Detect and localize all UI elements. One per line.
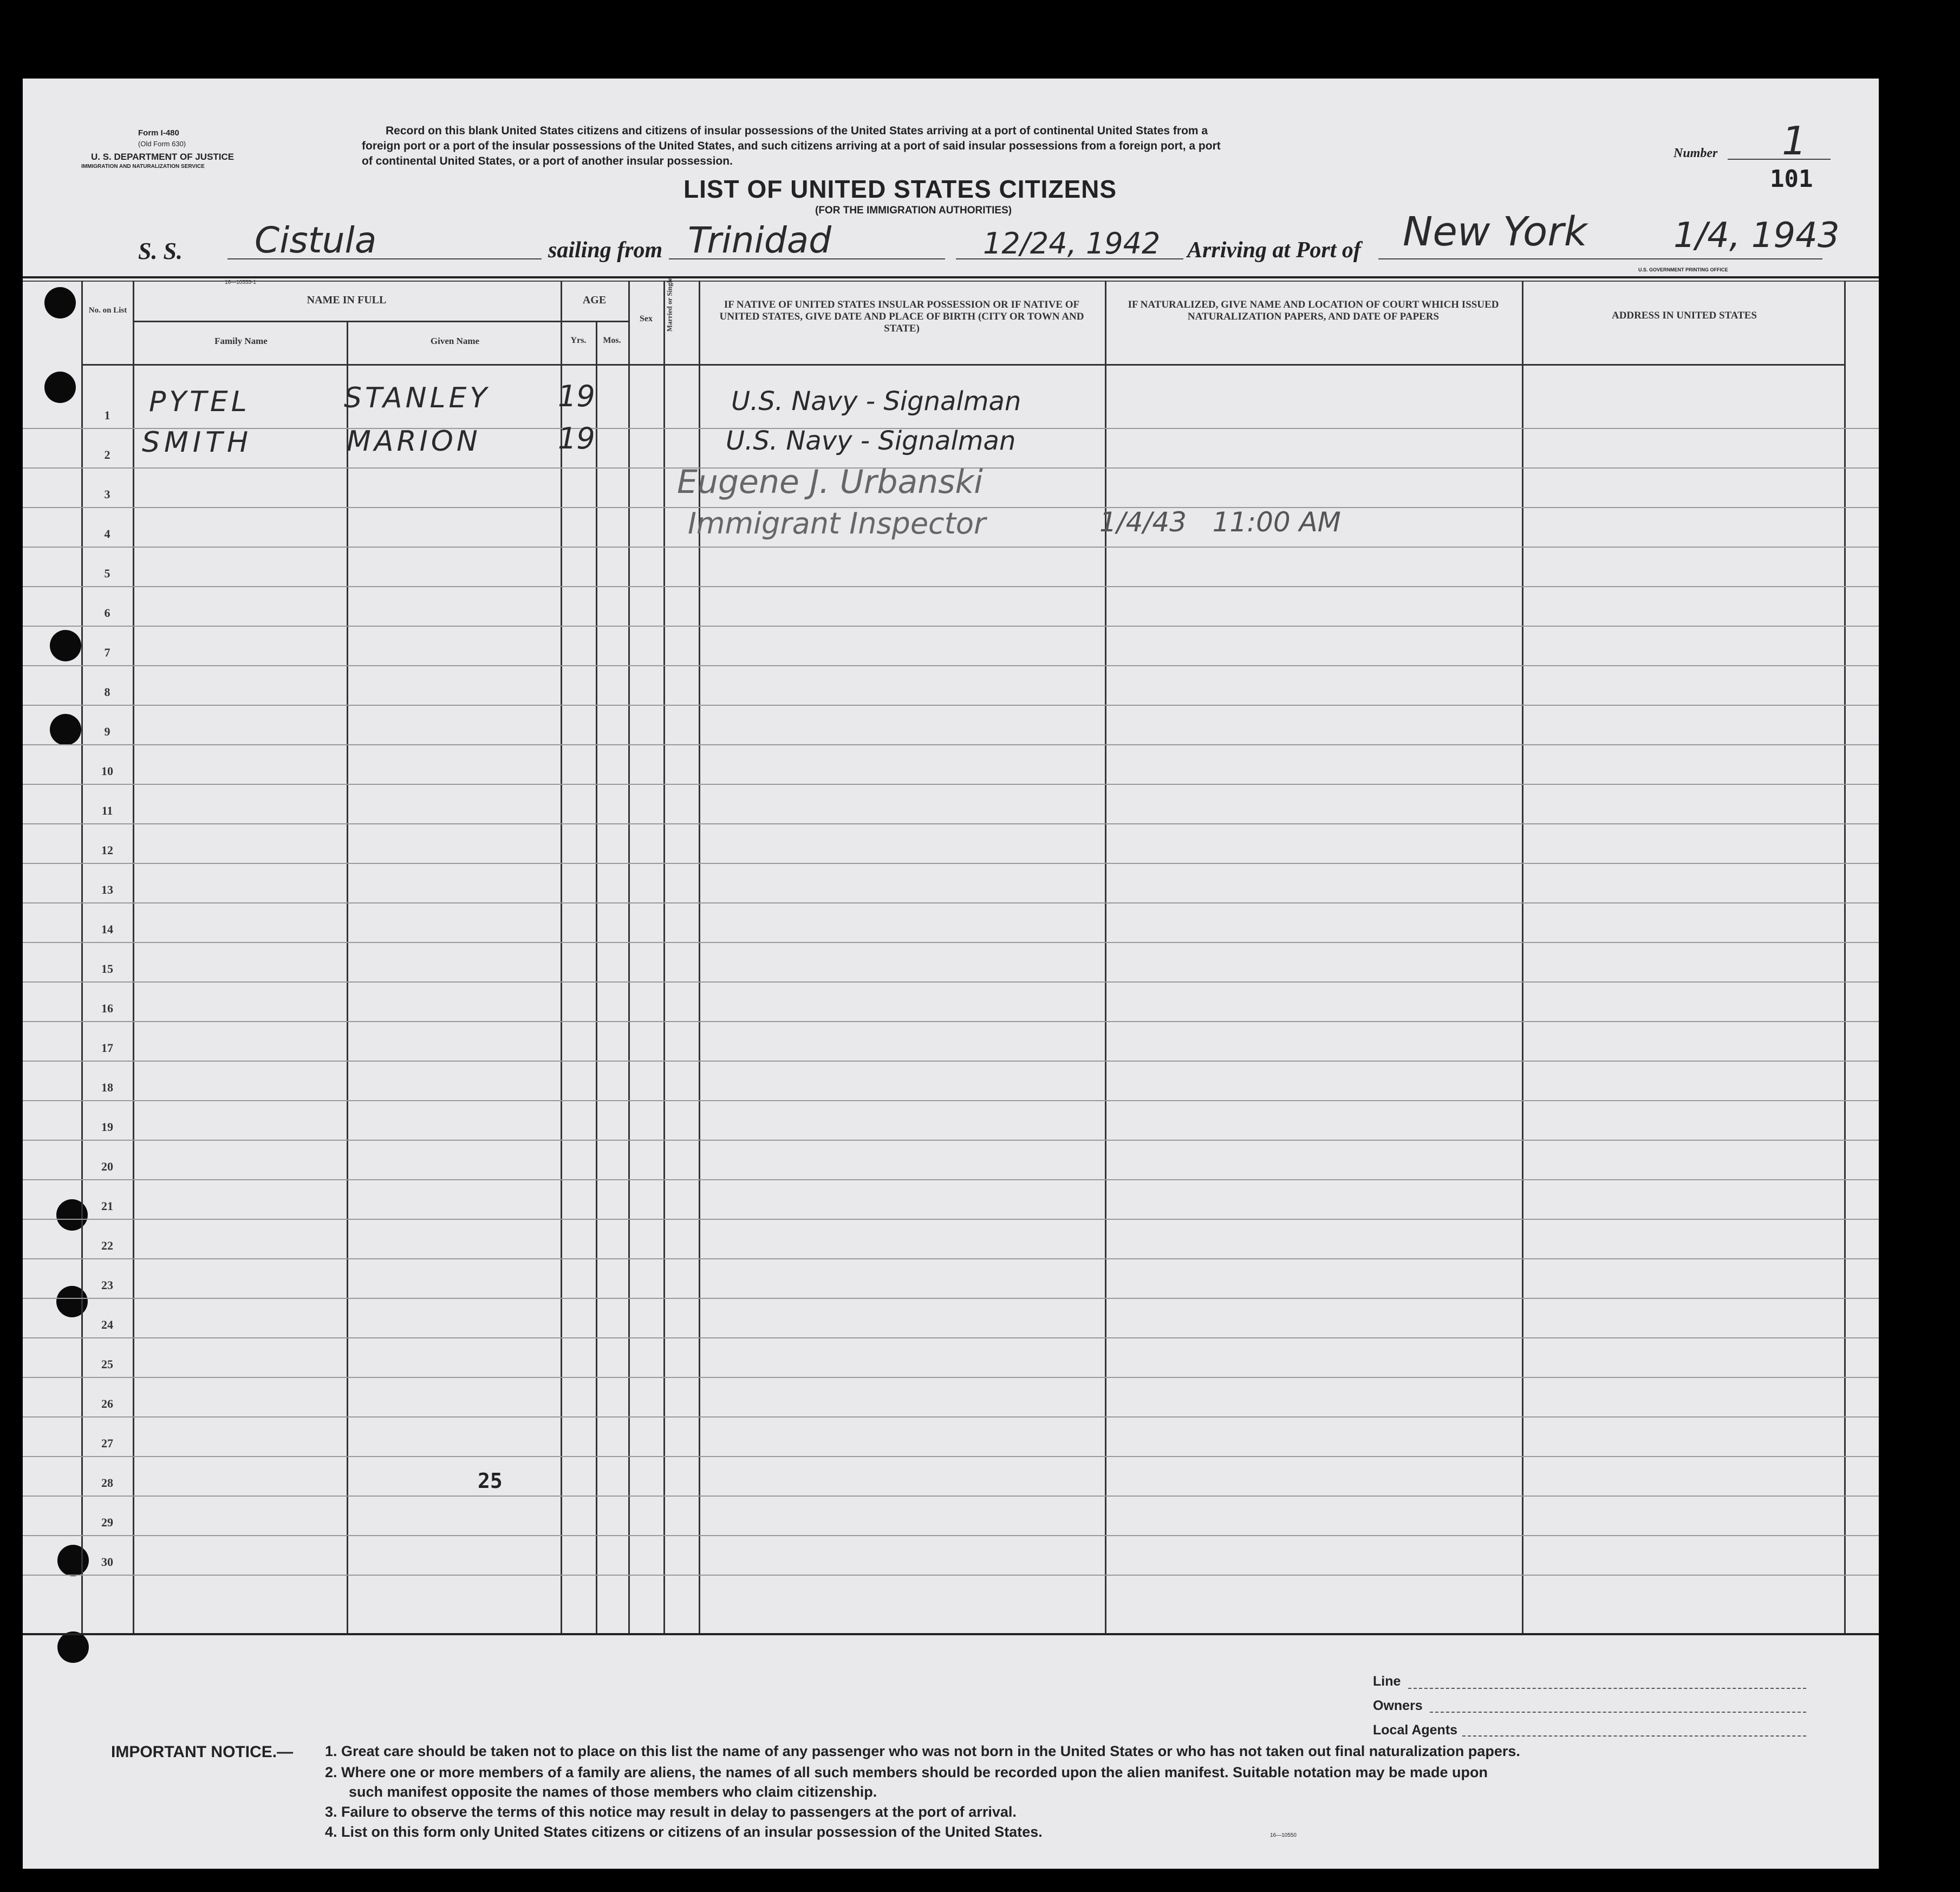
row-number: 4 [104,527,110,541]
instructions-line-3: of continental United States, or a port of another insular possession. [362,155,733,167]
print-code-top: 16—10555-1 [225,279,256,285]
date-to: 1/4, 1943 [1674,216,1840,256]
row-rule [23,1575,1879,1576]
col-address: ADDRESS IN UNITED STATES [1611,310,1757,321]
punch-hole [44,372,76,403]
age-subheader-rule [561,321,628,322]
ship-underline [227,258,542,259]
row-number: 24 [101,1318,113,1331]
row-rule [23,863,1879,864]
row-number: 2 [104,448,110,461]
col-yrs: Yrs. [570,336,587,345]
port-from: Trinidad [688,219,832,261]
row-rule [23,705,1879,706]
punch-hole [56,1286,88,1317]
department-name: U. S. DEPARTMENT OF JUSTICE [91,152,235,162]
row-rule [23,981,1879,983]
row-rule [23,1100,1879,1101]
row-rule [23,1456,1879,1457]
row-rule [23,586,1879,587]
col-rule [347,321,348,1633]
row-rule [23,1337,1879,1338]
ship-name: Cistula [255,219,377,261]
row-number: 5 [104,567,110,580]
punch-hole [57,1545,89,1576]
date-from-underline [956,258,1183,259]
inspector-title: Immigrant Inspector [688,506,986,541]
notice-item-3: 3. Failure to observe the terms of this notice may result in delay to passengers at the port of arrival. [325,1804,1017,1820]
page-subtitle: (FOR THE IMMIGRATION AUTHORITIES) [815,205,1012,216]
row-rule [23,942,1879,943]
col-rule [1522,281,1523,1633]
entry-1-family: PYTEL [149,386,250,418]
row-rule [23,1021,1879,1022]
entry-2-given: MARION [347,425,481,458]
col-mos: Mos. [603,336,621,345]
row-rule [23,744,1879,745]
port-to: New York [1403,209,1587,255]
page-title: LIST OF UNITED STATES CITIZENS [683,175,1117,203]
row-rule [23,665,1879,666]
form-number: Form I-480 [138,128,179,138]
row-number: 6 [104,606,110,620]
col-family-name: Family Name [214,336,268,346]
service-name: IMMIGRATION AND NATURALIZATION SERVICE [81,164,205,170]
row-number: 11 [101,804,113,817]
number-value: 1 [1782,118,1807,164]
punch-hole [57,1631,89,1663]
line-field-rule [1408,1688,1806,1689]
row-rule [23,784,1879,785]
row-rule [23,1535,1879,1536]
notice-item-2a: 2. Where one or more members of a family are aliens, the names of all such members should be recorded upon the alien manifest. Suitable notation may be made upon [325,1764,1488,1780]
owners-field-rule [1430,1712,1806,1713]
col-sex: Sex [640,314,653,323]
row-rule [23,1140,1879,1141]
notice-item-2b: such manifest opposite the names of those members who claim citizenship. [349,1784,877,1800]
col-rule [663,281,665,1633]
col-rule [628,281,630,1633]
row-rule [23,1377,1879,1378]
agents-field-label: Local Agents [1373,1722,1458,1738]
col-given-name: Given Name [430,336,480,346]
punch-hole [50,714,81,745]
header-bottom-border [81,364,1844,366]
col-age: AGE [582,294,607,306]
table-top-border [23,276,1879,278]
stamp-number: 101 [1770,165,1813,193]
row-number: 18 [101,1081,113,1094]
entry-2-age: 19 [558,421,595,456]
port-from-underline [669,258,945,259]
row-number: 9 [104,725,110,738]
row-number: 30 [101,1555,113,1569]
punch-hole [50,630,81,661]
row-number: 8 [104,685,110,699]
row-number: 14 [101,922,113,936]
col-no-on-list: No. on List [88,306,127,315]
row-rule [23,1298,1879,1299]
col-native: IF NATIVE OF UNITED STATES INSULAR POSSESSION OR IF NATIVE OF UNITED STATES, GIVE DATE AND PLACE OF BIRTH (CITY OR TOWN AND STATE) [719,299,1084,334]
entry-2-native: U.S. Navy - Signalman [726,426,1016,456]
agents-field-rule [1462,1735,1806,1737]
number-underline [1728,159,1831,160]
row-rule [23,823,1879,824]
row-number: 25 [101,1357,113,1371]
row-rule [23,1061,1879,1062]
row-number: 27 [101,1436,113,1450]
row-rule [23,1496,1879,1497]
port-to-underline [1378,258,1822,259]
row-number: 26 [101,1397,113,1410]
owners-field-label: Owners [1373,1698,1423,1713]
col-married-single: Married or Single [665,277,674,332]
row-rule [23,1219,1879,1220]
number-label: Number [1674,146,1718,160]
inspector-datetime: 1/4/43 11:00 AM [1099,506,1341,538]
row-rule [23,547,1879,548]
manifest-page [23,79,1879,1869]
sailing-label: sailing from [548,238,663,263]
entry-1-native: U.S. Navy - Signalman [731,386,1021,417]
row-number: 23 [101,1278,113,1292]
table-bottom-border [23,1633,1879,1635]
ss-label: S. S. [138,238,183,264]
instructions-line-1: Record on this blank United States citizens and citizens of insular possessions of the United States arriving at a port of continental United States from a [386,125,1208,137]
notice-item-1: 1. Great care should be taken not to place on this list the name of any passenger who was not born in the United States or who has not taken out final naturalization papers. [325,1743,1520,1759]
line-field-label: Line [1373,1674,1401,1689]
col-rule [1105,281,1106,1633]
row-rule [23,1258,1879,1259]
row-number: 15 [101,962,113,976]
row-number: 3 [104,487,110,501]
col-rule [1844,281,1846,1633]
entry-1-age: 19 [558,379,595,413]
row-number: 22 [101,1239,113,1252]
row-number: 13 [101,883,113,896]
entry-2-family: SMITH [142,426,253,459]
gpo-mark: U.S. GOVERNMENT PRINTING OFFICE [1638,267,1728,272]
notice-heading: IMPORTANT NOTICE.— [111,1743,294,1761]
row-rule [23,1416,1879,1418]
row-number: 10 [101,764,113,778]
row-number: 17 [101,1041,113,1055]
row-rule [23,902,1879,903]
date-from: 12/24, 1942 [983,226,1161,261]
col-naturalized: IF NATURALIZED, GIVE NAME AND LOCATION OF COURT WHICH ISSUED NATURALIZATION PAPERS, AND DATE OF PAPERS [1128,299,1499,322]
entry-1-given: STANLEY [344,382,491,414]
row-number: 28 [101,1476,113,1490]
arriving-label: Arriving at Port of [1187,238,1361,263]
row-number: 7 [104,646,110,659]
instructions-line-2: foreign port or a port of the insular possessions of the United States, and such citizens arriving at a port of said insular possessions from a foreign port, a port [362,140,1221,152]
punch-hole [44,287,76,318]
row-rule [23,626,1879,627]
col-rule [561,281,562,1633]
row-number: 19 [101,1120,113,1134]
inspector-signature: Eugene J. Urbanski [677,463,983,501]
col-name-in-full: NAME IN FULL [307,294,387,306]
col-rule [81,281,83,1633]
notice-item-4: 4. List on this form only United States citizens or citizens of an insular possession of the United States. [325,1824,1043,1840]
row-number: 21 [101,1199,113,1213]
row-number: 12 [101,843,113,857]
row-number: 1 [104,408,110,422]
col-rule [596,321,597,1633]
row-number: 29 [101,1516,113,1529]
print-code-bottom: 16—10550 [1270,1832,1297,1838]
table-top-border-2 [23,281,1879,282]
row-number: 16 [101,1002,113,1015]
old-form-number: (Old Form 630) [138,140,186,148]
row-rule [23,1179,1879,1180]
punch-hole [56,1199,88,1231]
stamp-25: 25 [478,1469,503,1493]
row-number: 20 [101,1160,113,1173]
col-rule [133,281,134,1633]
